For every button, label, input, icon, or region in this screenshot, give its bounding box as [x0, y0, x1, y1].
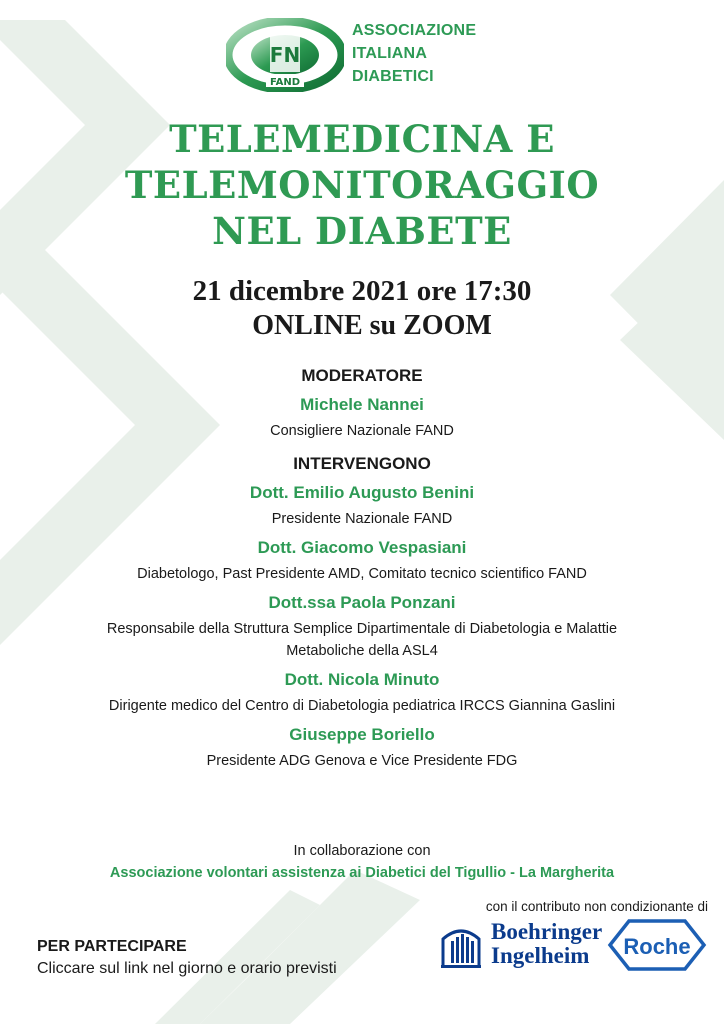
- event-time: 17:30: [463, 275, 532, 307]
- moderator-role: Consigliere Nazionale FAND: [270, 423, 454, 439]
- participation-info: [37, 936, 337, 980]
- title-line: TELEMONITORAGGIO: [124, 163, 600, 207]
- roche-logo: [607, 918, 707, 972]
- boehringer-logo-text: Boehringer Ingelheim: [491, 919, 603, 968]
- title-line: NEL DIABETE: [212, 209, 512, 253]
- speaker-name: Dott.ssa Paola Ponzani: [268, 593, 456, 612]
- speaker-role: Diabetologo, Past Presidente AMD, Comitato tecnico scientifico FAND: [137, 566, 587, 582]
- svg-text:Roche: Roche: [623, 934, 691, 959]
- speaker-role: Responsabile della Struttura Semplice Dipartimentale di Diabetologia e Malattie: [106, 621, 618, 637]
- event-title: [0, 116, 724, 254]
- title-line: TELEMEDICINA E: [169, 117, 555, 161]
- logo-text: FAND: [269, 77, 301, 88]
- moderator-name: Michele Nannei: [300, 395, 424, 414]
- event-date: 21 dicembre 2021 ore 17:30: [192, 275, 532, 307]
- speaker-role: Presidente Nazionale FAND: [271, 511, 453, 527]
- speaker-role: Dirigente medico del Centro di Diabetologia pediatrica IRCCS Giannina Gaslini: [108, 698, 616, 714]
- boehringer-logo-icon: [437, 921, 485, 971]
- speaker-name: Dott. Giacomo Vespasiani: [257, 538, 467, 557]
- participate-heading: PER PARTECIPARE: [37, 938, 187, 955]
- collaboration-intro: In collaborazione con: [293, 843, 431, 859]
- event-location: ONLINE su ZOOM: [252, 310, 492, 341]
- sponsor-intro: con il contributo non condizionante di: [485, 899, 708, 914]
- moderator-heading: MODERATORE: [301, 366, 423, 385]
- speaker-name: Dott. Emilio Augusto Benini: [249, 483, 475, 502]
- speaker-name: Giuseppe Boriello: [289, 725, 435, 744]
- speaker-role: Metaboliche della ASL4: [286, 643, 438, 659]
- collaboration: [0, 840, 724, 884]
- collaboration-org: Associazione volontari assistenza ai Diabetici del Tigullio - La Margherita: [109, 865, 615, 881]
- svg-text:FN: FN: [269, 43, 301, 67]
- fand-logo: [226, 18, 344, 92]
- speaker-name: Dott. Nicola Minuto: [284, 670, 440, 689]
- participate-text: Cliccare sul link nel giorno e orario previsti: [37, 960, 337, 977]
- organization-name: ASSOCIAZIONE ITALIANA DIABETICI: [352, 22, 477, 85]
- speakers-heading: INTERVENGONO: [293, 454, 431, 473]
- speaker-role: Presidente ADG Genova e Vice Presidente FDG: [206, 753, 518, 769]
- speakers-section: [0, 362, 724, 775]
